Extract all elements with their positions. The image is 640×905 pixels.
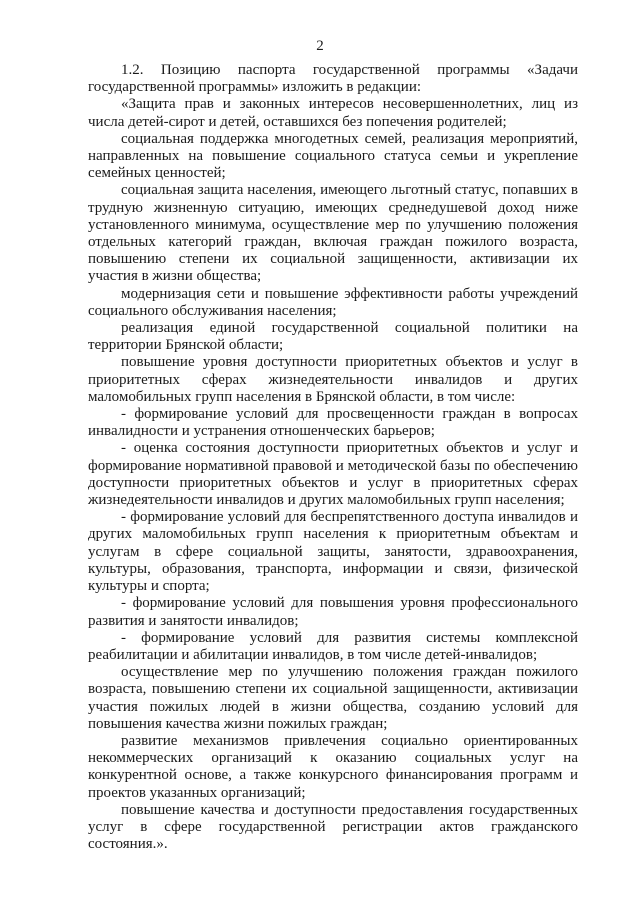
- paragraph-subitem-unhindered-access: - формирование условий для беспрепятственного доступа инвалидов и других маломобильных групп населения к приоритетным объектам и услугам в сфере социальной защиты, занятости, здравоохранения, культуры, образования, транспорта, информации и связи, физической культуры и спорта;: [88, 509, 578, 595]
- paragraph-task-elderly: осуществление мер по улучшению положения граждан пожилого возраста, повышению степени их социальной защищенности, активизации участия пожилых людей в жизни общества, созданию условий для повышения качества жизни пожилых граждан;: [88, 664, 578, 732]
- paragraph-subitem-awareness: - формирование условий для просвещенности граждан в вопросах инвалидности и устранения отношенческих барьеров;: [88, 406, 578, 440]
- paragraph-task-unified-policy: реализация единой государственной социальной политики на территории Брянской области;: [88, 320, 578, 354]
- paragraph-subitem-rehabilitation: - формирование условий для развития системы комплексной реабилитации и абилитации инвалидов, в том числе детей-инвалидов;: [88, 629, 578, 663]
- page-number: 2: [316, 38, 324, 54]
- paragraph-task-social-protection: социальная защита населения, имеющего льготный статус, попавших в трудную жизненную ситуацию, имеющих среднедушевой доход ниже установленного минимума, осуществление мер по улучшению положения отдельных категорий граждан, включая граждан пожилого возраста, повышению степени их социальной защищенности, активизации их участия в жизни общества;: [88, 182, 578, 285]
- document-body: [88, 62, 578, 853]
- paragraph-task-large-families: социальная поддержка многодетных семей, реализация мероприятий, направленных на повышение социального статуса семьи и укрепление семейных ценностей;: [88, 130, 578, 182]
- paragraph-task-civil-registration: повышение качества и доступности предоставления государственных услуг в сфере государственной регистрации актов гражданского состояния.».: [88, 801, 578, 853]
- paragraph-task-accessibility: повышение уровня доступности приоритетных объектов и услуг в приоритетных сферах жизнедеятельности инвалидов и других маломобильных групп населения в Брянской области, в том числе:: [88, 354, 578, 405]
- paragraph-task-nonprofits: развитие механизмов привлечения социально ориентированных некоммерческих организаций к оказанию социальных услуг на конкурентной основе, а также конкурсного финансирования программ и проектов указанных организаций;: [88, 732, 578, 801]
- paragraph-subitem-employment: - формирование условий для повышения уровня профессионального развития и занятости инвалидов;: [88, 595, 578, 629]
- paragraph-task-service-modernization: модернизация сети и повышение эффективности работы учреждений социального обслуживания населения;: [88, 285, 578, 319]
- paragraph-task-child-rights: «Защита прав и законных интересов несовершеннолетних, лиц из числа детей-сирот и детей, оставшихся без попечения родителей;: [88, 96, 578, 130]
- paragraph-subitem-assessment: - оценка состояния доступности приоритетных объектов и услуг и формирование нормативной правовой и методической базы по обеспечению доступности приоритетных объектов и услуг в приоритетных сферах жизнедеятельности инвалидов и других маломобильных групп населения;: [88, 440, 578, 509]
- paragraph-intro: 1.2. Позицию паспорта государственной программы «Задачи государственной программы» изложить в редакции:: [88, 62, 578, 96]
